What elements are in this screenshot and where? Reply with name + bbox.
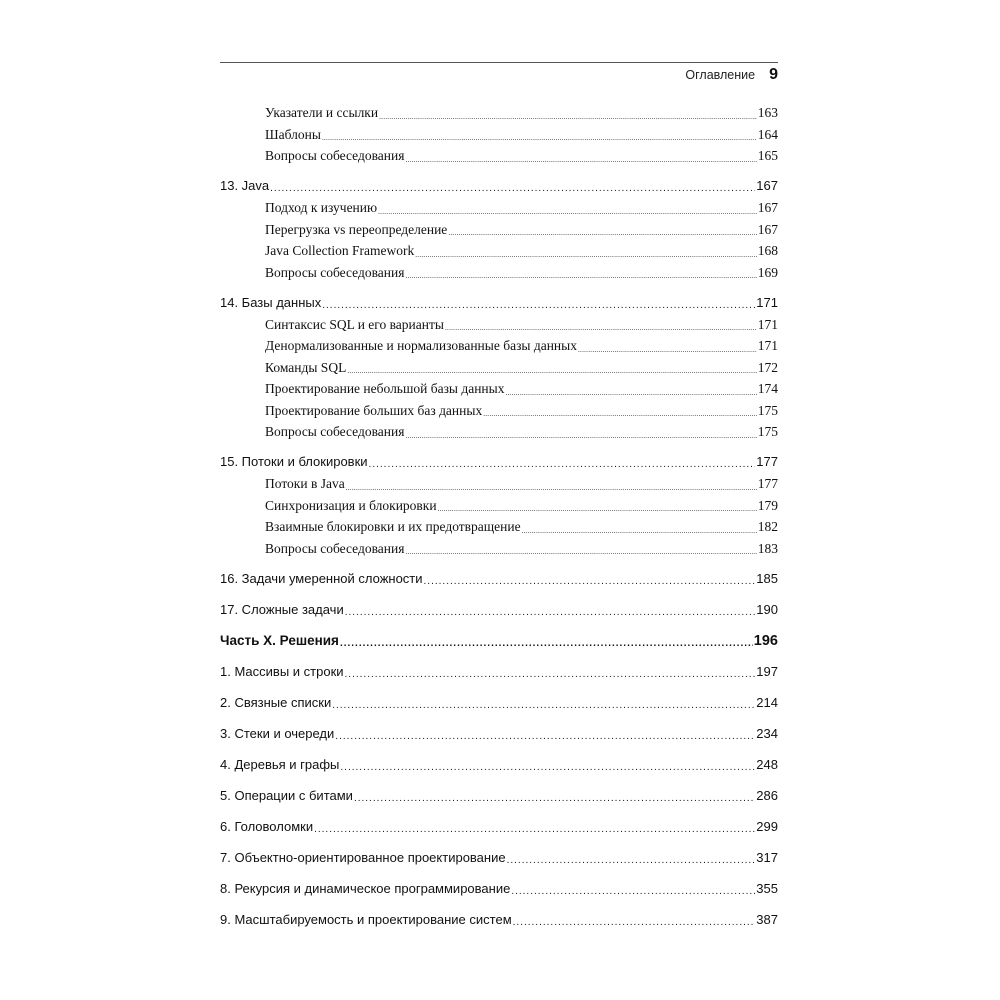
toc-entry-page: 171 bbox=[757, 338, 778, 353]
dot-leader bbox=[578, 343, 757, 357]
toc-subsection bbox=[265, 378, 778, 400]
toc-entry-title: 15. Потоки и блокировки bbox=[220, 454, 368, 469]
toc-subsection bbox=[265, 102, 778, 124]
toc-subsection bbox=[265, 495, 778, 517]
toc-entry-title: Java Collection Framework bbox=[265, 243, 415, 258]
toc-entry-page: 171 bbox=[757, 316, 778, 332]
toc-entry-title: Денормализованные и нормализованные базы данных bbox=[265, 338, 577, 353]
toc-entry-page: 317 bbox=[756, 849, 778, 865]
toc-entry-page: 164 bbox=[757, 126, 778, 142]
toc-chapter bbox=[220, 568, 778, 590]
toc-entry-title: Перегрузка vs переопределение bbox=[265, 221, 448, 237]
toc-chapter bbox=[220, 754, 778, 776]
toc-entry-page: 248 bbox=[756, 756, 778, 772]
dot-leader bbox=[405, 545, 756, 559]
toc-entry-title: Вопросы собеседования bbox=[265, 148, 405, 163]
dot-leader bbox=[405, 153, 756, 167]
toc-entry-page: 168 bbox=[757, 243, 778, 258]
toc-entry-title: Синхронизация и блокировки bbox=[265, 497, 437, 513]
dot-leader bbox=[369, 456, 756, 473]
toc-subsection bbox=[265, 473, 778, 495]
toc-entry-page: 182 bbox=[757, 519, 778, 534]
toc-entry-page: 172 bbox=[757, 359, 778, 375]
toc-entry-page: 179 bbox=[757, 497, 778, 513]
toc-subsection bbox=[265, 262, 778, 284]
toc-chapter bbox=[220, 661, 778, 683]
toc-entry-title: Вопросы собеседования bbox=[265, 540, 405, 556]
toc-chapter bbox=[220, 816, 778, 838]
toc-entry-title: 2. Связные списки bbox=[220, 694, 332, 710]
toc-entry-page: 167 bbox=[756, 178, 778, 193]
toc-subsection bbox=[265, 335, 778, 357]
toc-subsection bbox=[265, 538, 778, 560]
dot-leader bbox=[314, 821, 755, 838]
toc-subsection bbox=[265, 124, 778, 146]
toc-entry-title: 7. Объектно-ориентированное проектирование bbox=[220, 849, 506, 865]
toc-entry-page: 171 bbox=[756, 294, 778, 310]
toc-entry-page: 165 bbox=[757, 148, 778, 163]
dot-leader bbox=[379, 110, 757, 124]
dot-leader bbox=[335, 728, 755, 745]
toc-entry-title: Вопросы собеседования bbox=[265, 424, 405, 439]
dot-leader bbox=[438, 502, 757, 516]
running-title: Оглавление bbox=[685, 68, 756, 82]
book-page bbox=[220, 0, 778, 1000]
dot-leader bbox=[405, 269, 756, 283]
toc-entry-title: Взаимные блокировки и их предотвращение bbox=[265, 519, 521, 534]
toc-entry-title: Шаблоны bbox=[265, 126, 321, 142]
dot-leader bbox=[424, 573, 756, 590]
toc-entry-title: Проектирование небольшой базы данных bbox=[265, 381, 505, 396]
toc-subsection bbox=[265, 400, 778, 422]
toc-entry-page: 169 bbox=[757, 264, 778, 280]
toc-entry-page: 175 bbox=[757, 402, 778, 418]
dot-leader bbox=[322, 131, 757, 145]
toc-entry-title: Указатели и ссылки bbox=[265, 105, 379, 120]
dot-leader bbox=[511, 883, 755, 900]
dot-leader bbox=[332, 697, 755, 714]
toc-chapter bbox=[220, 292, 778, 314]
toc-entry-title: 1. Массивы и строки bbox=[220, 663, 344, 679]
toc-entry-title: Подход к изучению bbox=[265, 200, 378, 215]
dot-leader bbox=[347, 364, 756, 378]
toc-entry-title: 8. Рекурсия и динамическое программирование bbox=[220, 880, 511, 896]
toc-entry-title: Синтаксис SQL и его варианты bbox=[265, 316, 444, 332]
toc-subsection bbox=[265, 516, 778, 538]
page-number: 9 bbox=[769, 66, 778, 83]
toc-entry-title: Команды SQL bbox=[265, 359, 347, 375]
toc-entry-page: 177 bbox=[756, 454, 778, 469]
toc-entry-title: 5. Операции с битами bbox=[220, 787, 353, 803]
dot-leader bbox=[505, 386, 756, 400]
dot-leader bbox=[378, 205, 757, 219]
toc-entry-title: Проектирование больших баз данных bbox=[265, 402, 483, 418]
dot-leader bbox=[270, 180, 755, 197]
toc-entry-title: Потоки в Java bbox=[265, 476, 345, 491]
toc-entry-page: 185 bbox=[756, 570, 778, 586]
dot-leader bbox=[340, 635, 753, 652]
table-of-contents bbox=[220, 102, 778, 931]
toc-entry-page: 177 bbox=[757, 476, 778, 491]
toc-entry-page: 190 bbox=[756, 601, 778, 617]
toc-entry-title: Часть X. Решения bbox=[220, 632, 339, 648]
toc-entry-title: 14. Базы данных bbox=[220, 294, 322, 310]
toc-entry-page: 214 bbox=[756, 694, 778, 710]
dot-leader bbox=[346, 481, 757, 495]
toc-subsection bbox=[265, 197, 778, 219]
toc-entry-page: 167 bbox=[757, 221, 778, 237]
dot-leader bbox=[483, 407, 757, 421]
dot-leader bbox=[415, 248, 757, 262]
dot-leader bbox=[448, 226, 756, 240]
toc-chapter bbox=[220, 692, 778, 714]
dot-leader bbox=[522, 524, 757, 538]
toc-entry-page: 183 bbox=[757, 540, 778, 556]
toc-entry-page: 167 bbox=[757, 200, 778, 215]
dot-leader bbox=[322, 297, 755, 314]
toc-entry-title: Вопросы собеседования bbox=[265, 264, 405, 280]
toc-entry-title: 6. Головоломки bbox=[220, 818, 314, 834]
toc-entry-page: 299 bbox=[756, 818, 778, 834]
toc-subsection bbox=[265, 240, 778, 262]
toc-part bbox=[220, 630, 778, 652]
toc-entry-page: 174 bbox=[757, 381, 778, 396]
dot-leader bbox=[507, 852, 756, 869]
dot-leader bbox=[345, 604, 756, 621]
toc-subsection bbox=[265, 219, 778, 241]
toc-chapter bbox=[220, 175, 778, 197]
toc-entry-page: 163 bbox=[757, 105, 778, 120]
toc-entry-title: 9. Масштабируемость и проектирование систем bbox=[220, 911, 512, 927]
toc-chapter bbox=[220, 451, 778, 473]
toc-chapter bbox=[220, 847, 778, 869]
toc-entry-page: 286 bbox=[756, 787, 778, 803]
toc-entry-page: 355 bbox=[756, 880, 778, 896]
toc-chapter bbox=[220, 909, 778, 931]
toc-subsection bbox=[265, 314, 778, 336]
toc-subsection bbox=[265, 421, 778, 443]
toc-chapter bbox=[220, 878, 778, 900]
toc-entry-title: 4. Деревья и графы bbox=[220, 756, 340, 772]
dot-leader bbox=[513, 914, 756, 931]
toc-entry-title: 13. Java bbox=[220, 178, 270, 193]
toc-entry-page: 197 bbox=[756, 663, 778, 679]
dot-leader bbox=[354, 790, 755, 807]
dot-leader bbox=[345, 666, 756, 683]
toc-subsection bbox=[265, 357, 778, 379]
toc-entry-page: 175 bbox=[757, 424, 778, 439]
header-rule bbox=[220, 62, 778, 63]
toc-entry-title: 16. Задачи умеренной сложности bbox=[220, 570, 423, 586]
toc-chapter bbox=[220, 723, 778, 745]
dot-leader bbox=[340, 759, 755, 776]
toc-entry-title: 3. Стеки и очереди bbox=[220, 725, 335, 741]
toc-subsection bbox=[265, 145, 778, 167]
toc-entry-title: 17. Сложные задачи bbox=[220, 601, 344, 617]
toc-entry-page: 196 bbox=[753, 632, 778, 649]
running-header bbox=[685, 66, 778, 84]
dot-leader bbox=[405, 429, 756, 443]
dot-leader bbox=[445, 321, 757, 335]
toc-entry-page: 387 bbox=[756, 911, 778, 927]
toc-entry-page: 234 bbox=[756, 725, 778, 741]
toc-chapter bbox=[220, 785, 778, 807]
toc-chapter bbox=[220, 599, 778, 621]
